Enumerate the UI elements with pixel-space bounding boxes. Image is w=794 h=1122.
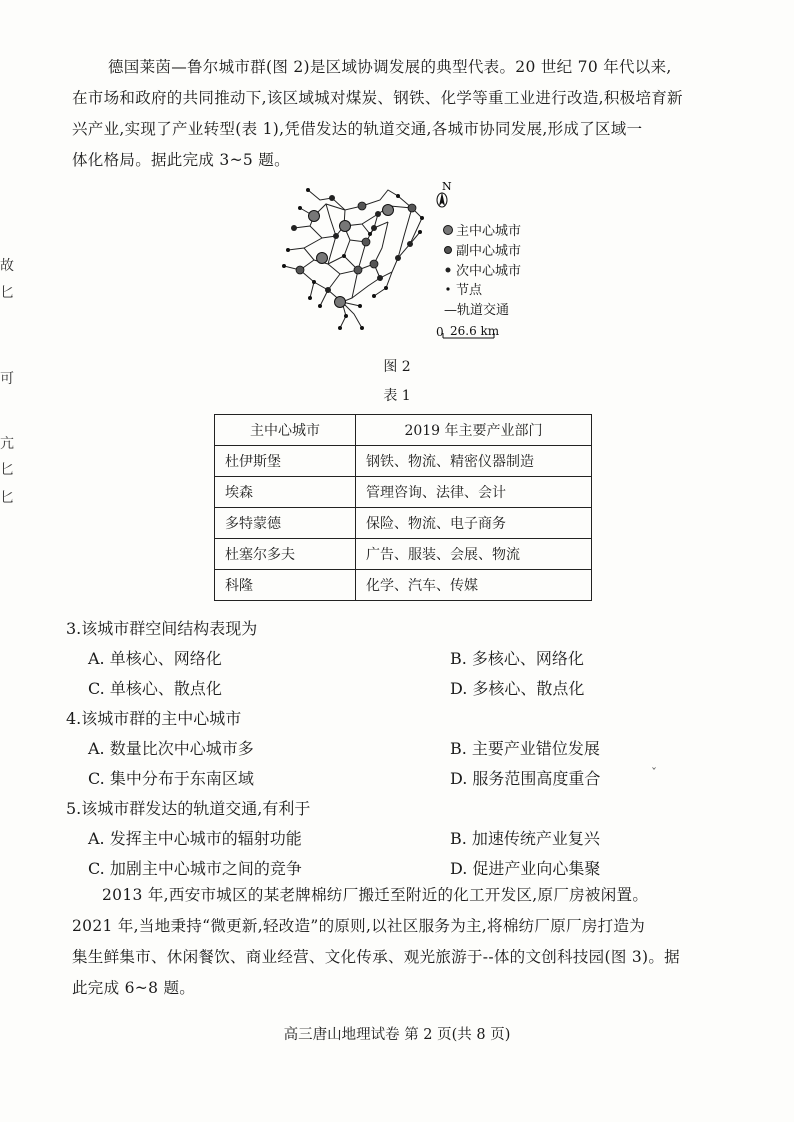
legend-node-label: 节点 (456, 283, 483, 298)
node-dot (286, 248, 290, 252)
node-dot (396, 194, 400, 198)
passage2-paragraph (72, 880, 742, 1004)
question-3-stem: 3.该城市群空间结构表现为 (66, 619, 258, 638)
scale-zero: 0 (436, 325, 444, 339)
question-3-option-b[interactable]: B. 多核心、网络化 (450, 649, 584, 668)
figure2-caption: 图 2 (383, 359, 411, 375)
secondary-center-dot (377, 275, 383, 281)
table-header-row (215, 415, 592, 446)
table1 (214, 414, 592, 601)
page-footer: 高三唐山地理试卷 第 2 页(共 8 页) (283, 1027, 511, 1043)
intro-line-3: 兴产业,实现了产业转型(表 1),凭借发达的轨道交通,各城市协同发展,形成了区域一 (72, 120, 643, 138)
legend (436, 223, 521, 339)
secondary-center-dot (395, 255, 401, 261)
svg-text:N: N (442, 180, 452, 193)
intro-line-4: 体化格局。据此完成 3~5 题。 (72, 151, 290, 169)
legend-rail-label: —轨道交通 (444, 303, 510, 318)
passage2-line-1: 2013 年,西安市城区的某老牌棉纺厂搬迁至附近的化工开发区,原厂房被闲置。 (102, 886, 649, 904)
table1-caption: 表 1 (383, 388, 411, 404)
main-center-dot (309, 211, 320, 222)
sub-center-dot (408, 204, 416, 212)
table-cell-city: 杜塞尔多夫 (215, 539, 356, 570)
secondary-center-dot (375, 211, 381, 217)
legend-sub-center-icon (445, 247, 452, 254)
node-dot (368, 232, 372, 236)
question-4-option-a[interactable]: A. 数量比次中心城市多 (88, 739, 254, 758)
intro-line-1: 德国莱茵—鲁尔城市群(图 2)是区域协调发展的典型代表。20 世纪 70 年代以来, (108, 58, 672, 76)
main-center-dot (383, 205, 394, 216)
margin-char: 故 (0, 258, 14, 274)
table-cell-industry: 钢铁、物流、精密仪器制造 (356, 446, 592, 477)
intro-paragraph (72, 52, 742, 176)
secondary-center-dot (333, 233, 339, 239)
question-4-stem: 4.该城市群的主中心城市 (66, 709, 242, 728)
main-center-dot (335, 297, 346, 308)
sub-center-dot (296, 266, 304, 274)
question-4-option-b[interactable]: B. 主要产业错位发展 (450, 739, 600, 758)
table-row (215, 539, 592, 570)
question-3-option-c[interactable]: C. 单核心、散点化 (88, 679, 222, 698)
question-4-option-c[interactable]: C. 集中分布于东南区域 (88, 769, 254, 788)
table-cell-industry: 化学、汽车、传媒 (356, 570, 592, 601)
margin-char: 亢 (0, 436, 14, 452)
node-dot (282, 264, 286, 268)
question-5-option-d[interactable]: D. 促进产业向心集聚 (450, 859, 601, 878)
table-cell-city: 多特蒙德 (215, 508, 356, 539)
secondary-center-dot (325, 287, 331, 293)
table-row (215, 446, 592, 477)
question-5-option-b[interactable]: B. 加速传统产业复兴 (450, 829, 600, 848)
node-dot (306, 188, 310, 192)
node-dot (298, 206, 302, 210)
table-cell-city: 埃森 (215, 477, 356, 508)
table-row (215, 477, 592, 508)
margin-char: 可 (0, 371, 14, 387)
question-4-option-d[interactable]: D. 服务范围高度重合 (450, 769, 601, 788)
node-dot (384, 286, 388, 290)
node-dot (358, 304, 362, 308)
sub-center-dot (362, 238, 370, 246)
legend-sub-center-label: 副中心城市 (456, 244, 522, 259)
node-dot (308, 296, 312, 300)
node-dot (338, 326, 342, 330)
table-header-cell: 主中心城市 (215, 415, 356, 446)
table-row (215, 508, 592, 539)
question-5-option-c[interactable]: C. 加剧主中心城市之间的竞争 (88, 859, 302, 878)
rail-network (284, 190, 422, 328)
margin-char: 匕 (0, 285, 14, 301)
secondary-center-dot (407, 241, 413, 247)
sub-center-dot (370, 260, 378, 268)
margin-char: 匕 (0, 490, 14, 506)
table-cell-industry: 广告、服装、会展、物流 (356, 539, 592, 570)
sub-center-dot (354, 266, 362, 274)
secondary-center-dot (329, 195, 335, 201)
question-5-stem: 5.该城市群发达的轨道交通,有利于 (66, 799, 311, 818)
node-dot (360, 326, 364, 330)
legend-node-icon (446, 287, 449, 290)
table-header-cell: 2019 年主要产业部门 (356, 415, 592, 446)
question-3-option-d[interactable]: D. 多核心、散点化 (450, 679, 585, 698)
node-dot (312, 280, 316, 284)
north-arrow-icon (437, 180, 452, 207)
passage2-line-3: 集生鲜集市、休闲餐饮、商业经营、文化传承、观光旅游于--体的文创科技园(图 3)。据 (72, 948, 680, 966)
scale-value: 26.6 km (450, 324, 500, 338)
table-cell-city: 杜伊斯堡 (215, 446, 356, 477)
figure2-map (270, 178, 540, 348)
table-cell-industry: 管理咨询、法律、会计 (356, 477, 592, 508)
main-center-dot (317, 253, 328, 264)
intro-line-2: 在市场和政府的共同推动下,该区域城对煤炭、钢铁、化学等重工业进行改造,积极培育新 (72, 89, 683, 107)
secondary-center-dot (291, 225, 297, 231)
margin-char: 匕 (0, 462, 14, 478)
table-row (215, 570, 592, 601)
legend-main-center-icon (444, 226, 453, 235)
node-dot (342, 254, 346, 258)
question-5-option-a[interactable]: A. 发挥主中心城市的辐射功能 (88, 829, 302, 848)
table-cell-industry: 保险、物流、电子商务 (356, 508, 592, 539)
sub-center-dot (358, 202, 366, 210)
node-dot (344, 314, 348, 318)
stray-mark: ˇ (651, 766, 657, 780)
node-dot (318, 304, 322, 308)
node-dot (372, 294, 376, 298)
table-cell-city: 科隆 (215, 570, 356, 601)
legend-secondary-center-label: 次中心城市 (456, 264, 522, 279)
passage2-line-2: 2021 年,当地秉持“微更新,轻改造”的原则,以社区服务为主,将棉纺厂原厂房打造为 (72, 917, 646, 935)
passage2-line-4: 此完成 6~8 题。 (72, 979, 196, 997)
secondary-center-dot (371, 225, 377, 231)
main-center-dot (340, 221, 351, 232)
node-dot (418, 230, 422, 234)
nodes (282, 188, 424, 330)
legend-secondary-center-icon (446, 268, 451, 273)
legend-main-center-label: 主中心城市 (456, 224, 522, 239)
question-3-option-a[interactable]: A. 单核心、网络化 (88, 649, 222, 668)
node-dot (420, 216, 424, 220)
